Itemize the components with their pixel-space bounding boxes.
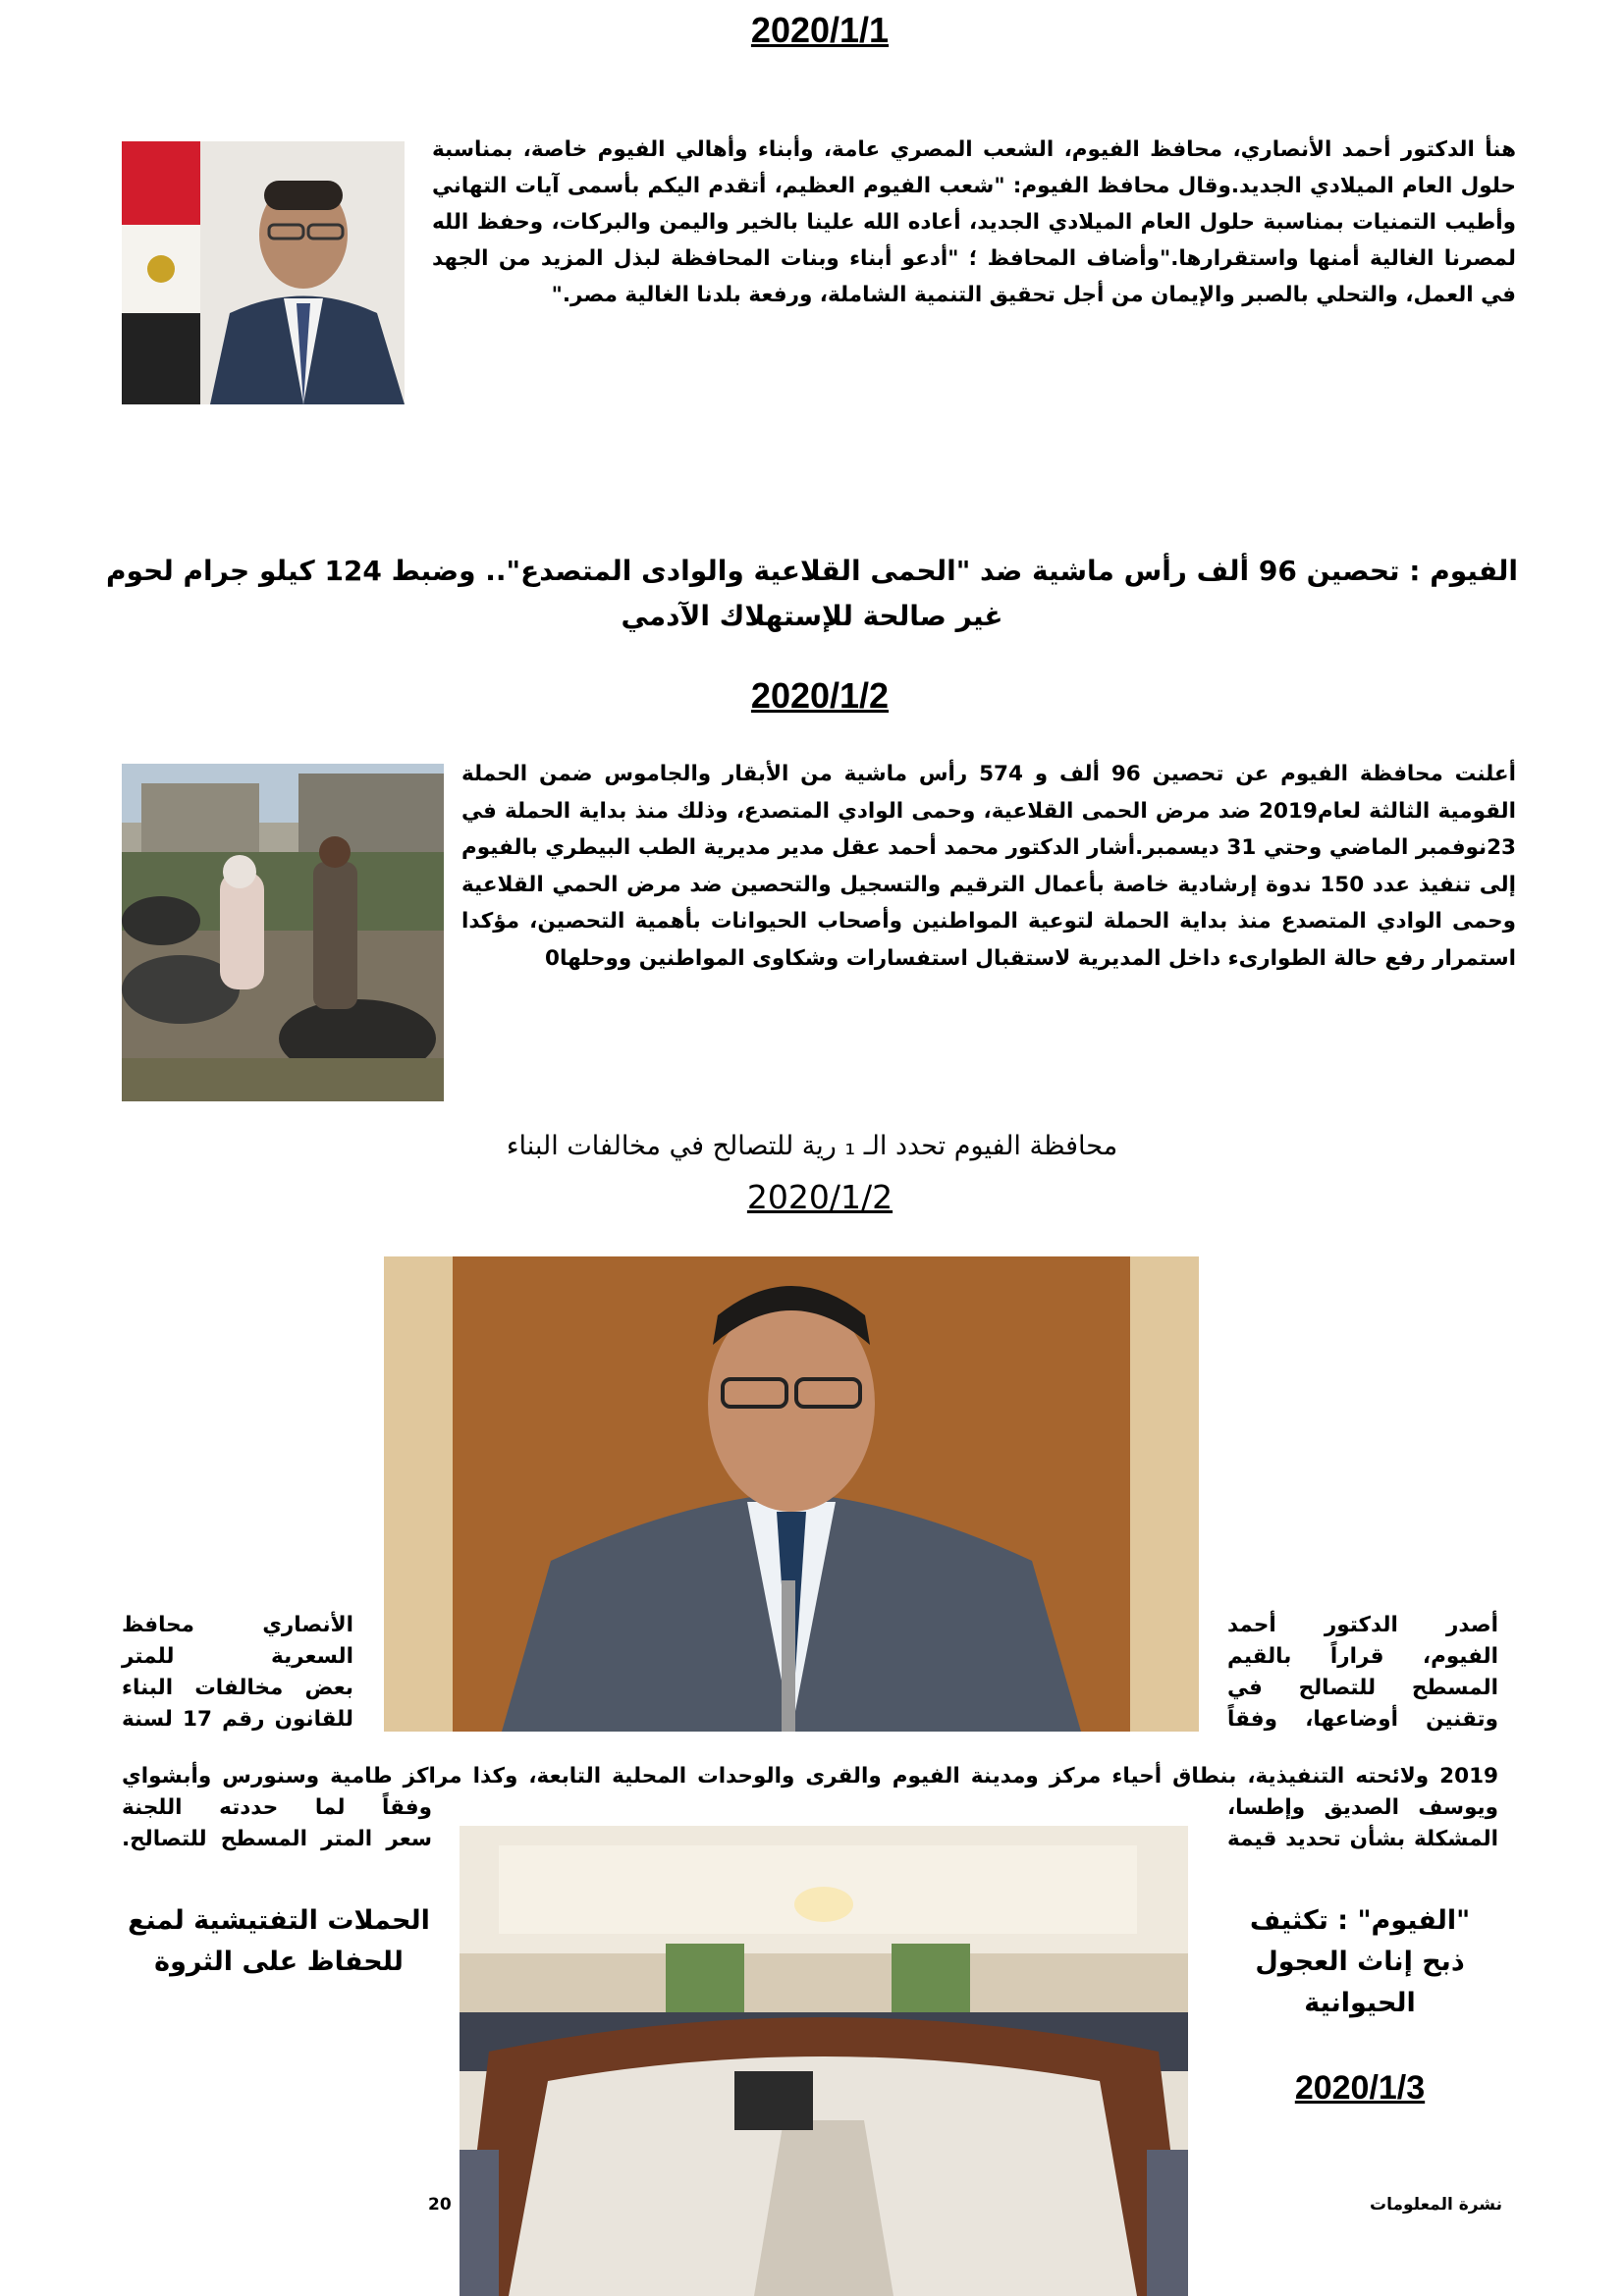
article4-headline xyxy=(1218,1900,1502,2024)
article4-left-column xyxy=(122,1900,436,1983)
article3-date: 2020/1/2 xyxy=(746,1178,893,1216)
article3-left2-line-1: وفقاً لما حددته اللجنة xyxy=(122,1795,432,1820)
article2-body: أعلنت محافظة الفيوم عن تحصين 96 ألف و 574 رأس ماشية من الأبقار والجاموس ضمن الحملة القومية الثالثة لعام2019 ضد مرض الحمى القلاعية، وحمى الوادي المتصدع، وذلك منذ بداية الحملة في 23نوفمبر الماضي وحتي 31 ديسمبر.أشار الدكتور محمد أحمد عقل مدير مديرية الطب البيطري بالفيوم إلى تنفيذ عدد 150 ندوة إرشادية خاصة بأعمال الترقيم والتسجيل والتحصين ضد مرض الحمي القلاعية وحمى الوادي المتصدع منذ بداية الحملة لتوعية المواطنين وأصحاب الحيوانات بأهمية التحصين، مؤكدا استمرار رفع حالة الطوارىء داخل المديرية لاستقبال استفسارات وشكاوى المواطنين ووحلها0 xyxy=(461,762,1516,971)
article3-left-line-1: الأنصاري محافظ xyxy=(122,1613,353,1637)
footer-page-number: 20 xyxy=(428,2195,452,2215)
article3-headline: محافظة الفيوم تحدد الـ ₁ رية للتصالح في مخالفات البناء xyxy=(506,1131,1118,1161)
article3-left-line-4: للقانون رقم 17 لسنة xyxy=(122,1707,353,1732)
article3-left-line-3: بعض مخالفات البناء xyxy=(122,1676,353,1700)
livestock-vaccination-photo xyxy=(122,764,444,1101)
article3-right-line-3: المسطح للتصالح في xyxy=(1227,1676,1498,1700)
article2-headline-line2: غير صالحة للإستهلاك الآدمي xyxy=(621,600,1003,632)
article3-left2-line-2: سعر المتر المسطح للتصالح. xyxy=(122,1827,432,1851)
meeting-room-photo xyxy=(460,1826,1188,2296)
article3-right-column xyxy=(1227,1610,1498,1735)
article4-headline-line-2: ذبح إناث العجول xyxy=(1255,1947,1465,1977)
article2-headline-line1: الفيوم : تحصين 96 ألف رأس ماشية ضد "الحمى القلاعية والوادى المتصدع".. وضبط 124 كيلو جرام لحوم xyxy=(106,555,1518,587)
article4-left-line-1: الحملات التفتيشية لمنع xyxy=(128,1905,430,1936)
article3-right-column-2 xyxy=(1227,1792,1498,1855)
article3-right-line-1: أصدر الدكتور أحمد xyxy=(1227,1613,1498,1637)
article3-right-line-4: وتقنين أوضاعها، وفقاً xyxy=(1227,1707,1498,1732)
article3-left-line-2: السعرية للمتر xyxy=(122,1644,353,1669)
article4-date: 2020/1/3 xyxy=(1294,2069,1426,2107)
article3-full-line-1: 2019 ولائحته التنفيذية، بنطاق أحياء مركز ومدينة الفيوم والقرى والوحدات المحلية التابعة، وكذا مراكز طامية وسنورس وأبشواي xyxy=(122,1764,1498,1789)
article3-left-column xyxy=(122,1610,353,1735)
article1-body: هنأ الدكتور أحمد الأنصاري، محافظ الفيوم، الشعب المصري عامة، وأبناء وأهالي الفيوم خاصة، بمناسبة حلول العام الميلادي الجديد.وقال محافظ الفيوم: "شعب الفيوم العظيم، أتقدم اليكم بأسمى آيات التهاني وأطيب التمنيات بمناسبة حلول العام الميلادي الجديد، أعاده الله علينا بالخير واليمن والبركات، وحفظ الله لمصرنا الغالية أمنها واستقرارها."وأضاف المحافظ ؛ "أدعو أبناء وبنات المحافظة لبذل المزيد من الجهد في العمل، والتحلي بالصبر والإيمان من أجل تحقيق التنمية الشاملة، ورفعة بلدنا الغالية مصر." xyxy=(432,137,1516,307)
article3-left-column-2 xyxy=(122,1792,432,1855)
article3-right2-line-1: ويوسف الصديق وإطسا، xyxy=(1227,1795,1498,1820)
governor-speaking-photo xyxy=(384,1256,1199,1732)
article1-date: 2020/1/1 xyxy=(750,10,890,50)
article4-left-line-2: للحفاظ على الثروة xyxy=(154,1947,404,1977)
governor-portrait-photo xyxy=(122,141,405,404)
article4-headline-line-3: الحيوانية xyxy=(1304,1988,1416,2018)
article2-date: 2020/1/2 xyxy=(750,675,890,716)
article3-right2-line-2: المشكلة بشأن تحديد قيمة xyxy=(1227,1827,1498,1851)
article3-right-line-2: الفيوم، قراراً بالقيم xyxy=(1227,1644,1498,1669)
footer-publication: نشرة المعلومات xyxy=(1369,2195,1502,2215)
article4-headline-line-1: "الفيوم" : تكثيف xyxy=(1249,1905,1471,1936)
